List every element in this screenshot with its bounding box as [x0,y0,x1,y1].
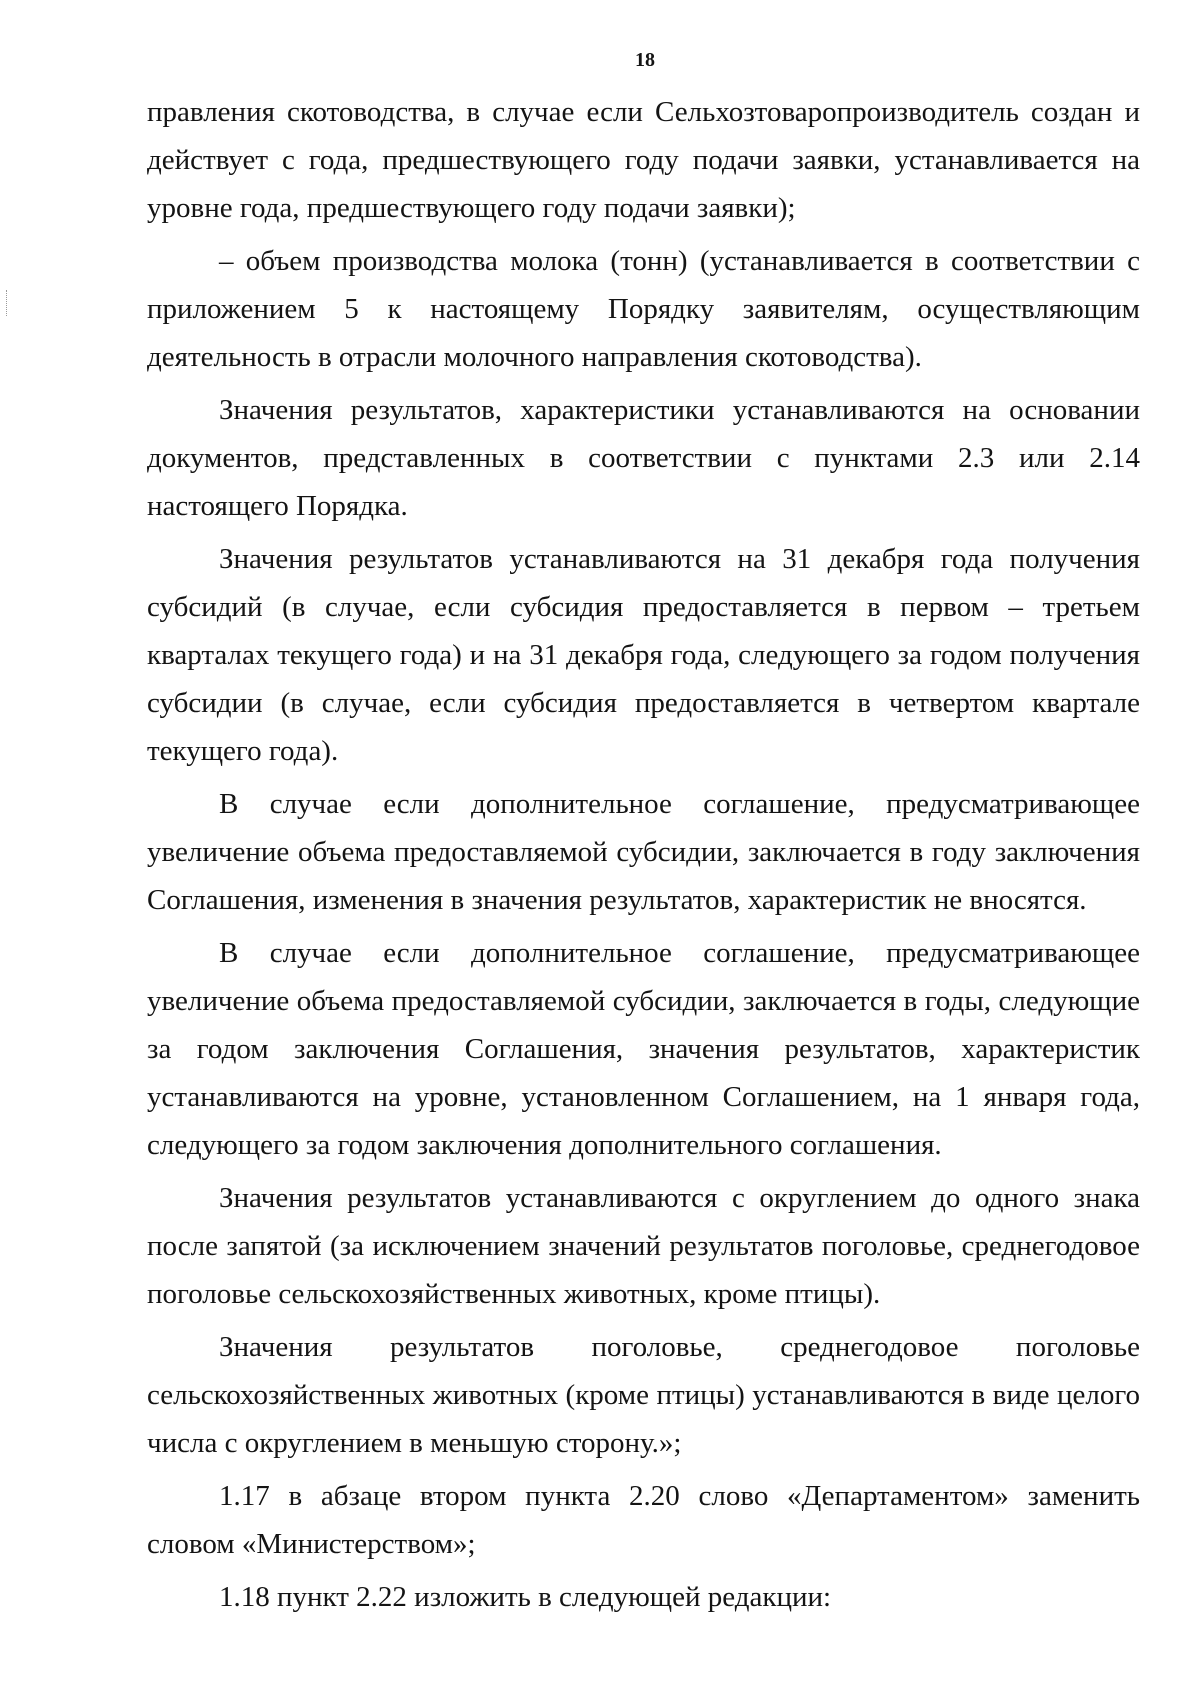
scan-edge-mark [6,290,15,316]
paragraph: 1.18 пункт 2.22 изложить в следующей редакции: [219,1581,832,1613]
page-number: 18 [635,49,655,71]
paragraph: 1.17 в абзаце втором пункта 2.20 слово «Департаментом» заменить словом «Министерством»; [147,1480,1140,1560]
document-body [147,88,1140,1623]
paragraph: Значения результатов устанавливаются на 31 декабря года получения субсидий (в случае, если субсидия предоставляется в первом – третьем кварталах текущего года) и на 31 декабря года, следующего за годом получения субсидии (в случае, если субсидия предоставляется в четвертом квартале текущего года). [147,543,1140,767]
paragraph: В случае если дополнительное соглашение, предусматривающее увеличение объема предоставляемой субсидии, заключается в году заключения Соглашения, изменения в значения результатов, характеристик не вносятся. [147,788,1140,916]
paragraph: – объем производства молока (тонн) (устанавливается в соответствии с приложением 5 к настоящему Порядку заявителям, осуществляющим деятельность в отрасли молочного направления скотоводства). [147,245,1140,373]
paragraph: В случае если дополнительное соглашение, предусматривающее увеличение объема предоставляемой субсидии, заключается в годы, следующие за годом заключения Соглашения, значения результатов, характеристик устанавливаются на уровне, установленном Соглашением, на 1 января года, следующего за годом заключения дополнительного соглашения. [147,937,1140,1161]
paragraph: правления скотоводства, в случае если Сельхозтоваропроизводитель создан и действует с года, предшествующего году подачи заявки, устанавливается на уровне года, предшествующего году подачи заявки); [147,96,1140,224]
paragraph: Значения результатов, характеристики устанавливаются на основании документов, представленных в соответствии с пунктами 2.3 или 2.14 настоящего Порядка. [147,394,1140,522]
paragraph: Значения результатов устанавливаются с округлением до одного знака после запятой (за исключением значений результатов поголовье, среднегодовое поголовье сельскохозяйственных животных, кроме птицы). [147,1182,1140,1310]
paragraph: Значения результатов поголовье, среднегодовое поголовье сельскохозяйственных животных (кроме птицы) устанавливаются в виде целого числа с округлением в меньшую сторону.»; [147,1331,1140,1459]
